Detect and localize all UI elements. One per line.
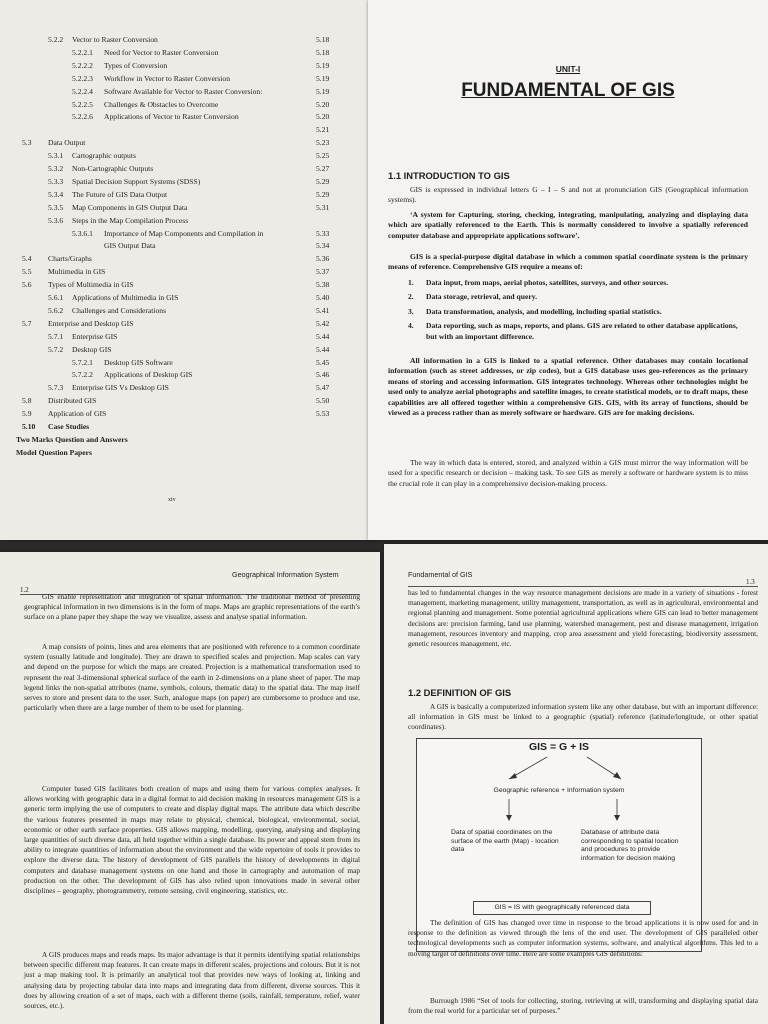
toc-entry-number: 5.3.6 (48, 215, 64, 225)
toc-entry-page: 5.44 (316, 331, 330, 341)
toc-entry-title: Spatial Decision Support Systems (SDSS) (72, 176, 201, 186)
toc-entry-title: Challenges & Obstacles to Overcome (104, 99, 219, 109)
toc-entry-number: 5.9 (22, 409, 32, 419)
paragraph: All information in a GIS is linked to a spatial reference. Other databases may contain locational information (such as street addresses, or zip codes), but a GIS database uses geo-references as the primary means of storing and accessing information. GIS integrates technology. Whereas other technologies might be used only to analyze aerial photographs and satellite images, to create statistical models, or to draft maps, these capabilities are all offered together within a comprehensive GIS. GIS, with its array of functions, should be viewed as a process rather than as merely software or hardware. GIS are for making decisions. (388, 356, 748, 418)
toc-entry-title: Charts/Graphs (48, 254, 92, 264)
running-head: Geographical Information System (232, 570, 339, 579)
toc-entry (0, 202, 360, 214)
toc-entry-title: Distributed GIS (48, 396, 97, 406)
toc-entry-page: 5.41 (316, 305, 330, 315)
paragraph-quote: Burrough 1986 “Set of tools for collecting, storing, retrieving at will, transforming and displaying spatial data from the real world for a particular set of purposes.” (408, 996, 758, 1016)
page-number: 1.3 (746, 578, 755, 586)
toc-entry-number: 5.2.2.2 (72, 60, 93, 70)
toc-entry-page: 5.23 (316, 138, 330, 148)
toc-entry-page: 5.37 (316, 267, 330, 277)
paragraph-quote: ‘A system for Capturing, storing, checking, integrating, manipulating, analyzing and displaying data which are spatially referenced to the Earth. This is normally considered to involve a spatially referenced computer database and appropriate applications software’. (388, 210, 748, 240)
toc-entry-number: 5.3.3 (48, 176, 64, 186)
diagram-bottom-label: GIS = IS with geographically referenced data (494, 904, 630, 911)
toc-entry (0, 421, 360, 433)
list-item (408, 292, 746, 302)
page-1-2 (0, 552, 380, 1024)
toc-entry-page: 5.20 (316, 112, 330, 122)
paragraph: The definition of GIS has changed over time in response to the broad applications it is now used for and in response to the definition as viewed through the lens of the end user. The development of GIS paralleled other technological developments such as computer information systems, software, and analytical algorithms. This led to a moving target of definitions over time. Here are some examples GIS definitions: (408, 918, 758, 958)
toc-entry-number: 5.7.2.1 (72, 357, 93, 367)
toc-entry-number: 5.2.2.1 (72, 47, 93, 57)
toc-entry (0, 86, 360, 98)
toc-entry-number: 5.3.1 (48, 151, 64, 161)
toc-entry (0, 60, 360, 72)
toc-entry (0, 111, 360, 123)
toc-entry (0, 176, 360, 188)
toc-entry-number: 5.2.2.4 (72, 86, 93, 96)
toc-entry-page: 5.36 (316, 254, 330, 264)
list-item (408, 321, 746, 342)
toc-entry (0, 124, 360, 136)
toc-entry-title: Types of Conversion (104, 60, 168, 70)
toc-entry-title: Steps in the Map Compilation Process (72, 215, 189, 225)
toc-page (0, 0, 378, 540)
toc-entry (0, 318, 360, 330)
toc-entry (0, 266, 360, 278)
toc-entry-title: Two Marks Question and Answers (16, 434, 128, 444)
section-heading-definition: 1.2 DEFINITION OF GIS (408, 687, 512, 698)
toc-entry-title: Map Components in GIS Output Data (72, 202, 188, 212)
toc-entry-number: 5.3.2 (48, 164, 64, 173)
toc-entry (0, 189, 360, 201)
toc-entry-number: 5.7.3 (48, 383, 64, 393)
toc-entry-title: Vector to Raster Conversion (72, 35, 158, 44)
list-item (408, 307, 746, 317)
paragraph: A map consists of points, lines and area elements that are positioned with reference to a common coordinate system (usually latitude and longitude). They are drawn to specified scales and projection. Map scales can vary and depend on the purpose for which the maps are created. Projection is a mathematical transformation used to represent the real 3-dimensional spherical surface of the earth in 2-dimensions on a plane sheet of paper. The map legend links the non-spatial attributes (name, symbols, colours, thematic data) to the spatial data. The map itself serves to store and present data to the user. Such, analogue maps (on paper) are cumbersome to produce and use, particularly when there are a large number of them to be used for planning. (24, 642, 360, 713)
toc-entry-title: Model Question Papers (16, 447, 92, 457)
list-item-number: 4. (408, 321, 414, 331)
toc-entry-page: 5.18 (316, 47, 330, 57)
toc-entry-number: 5.4 (22, 254, 32, 264)
page-number: 1.2 (20, 586, 29, 594)
toc-entry-title: Applications of Desktop GIS (104, 370, 193, 380)
toc-entry-page: 5.19 (316, 60, 330, 70)
toc-entry-page: 5.31 (316, 202, 330, 212)
toc-entry (0, 240, 360, 252)
list-item-number: 3. (408, 306, 414, 316)
toc-entry (0, 99, 360, 111)
toc-entry-number: 5.5 (22, 267, 32, 277)
toc-entry-number: 5.2.2 (48, 35, 64, 44)
toc-entry-number: 5.3.6.1 (72, 228, 93, 238)
toc-entry-page: 5.18 (316, 35, 330, 44)
toc-entry-number: 5.3.5 (48, 202, 64, 212)
list-item-text: Data storage, retrieval, and query. (426, 292, 538, 302)
list-item-text: Data transformation, analysis, and modelling, including spatial statistics. (426, 306, 662, 316)
toc-entry-number: 5.6.1 (48, 293, 64, 302)
toc-entry (0, 305, 360, 317)
paragraph: GIS enable representation and integration of spatial information. The traditional method of presenting geographical information in two dimensions is in the form of maps. Maps are graphic representations of the earth’s surface on a plane paper they shape the way we visualize, assess and analyse spatial information. (24, 592, 360, 622)
toc-entry-title: Challenges and Considerations (72, 305, 167, 315)
toc-entry-title: Non-Cartographic Outputs (72, 164, 154, 173)
toc-entry-title: Workflow in Vector to Raster Conversion (104, 73, 231, 83)
running-head: Fundamental of GIS (408, 570, 473, 579)
section-heading-intro: 1.1 INTRODUCTION TO GIS (388, 170, 510, 181)
page-1-3 (384, 544, 768, 1024)
toc-entry-title: Enterprise and Desktop GIS (48, 318, 134, 328)
list-item-number: 1. (408, 278, 414, 287)
list-item (408, 278, 746, 288)
toc-entry (0, 47, 360, 59)
toc-entry-page: 5.38 (316, 280, 330, 290)
toc-entry-number: 5.7.2 (48, 344, 64, 354)
toc-entry (0, 408, 360, 420)
toc-entry-number: 5.6 (22, 280, 32, 290)
chapter-title: FUNDAMENTAL OF GIS (461, 80, 675, 101)
toc-entry-page: 5.53 (316, 409, 330, 419)
toc-entry-title: Enterprise GIS Vs Desktop GIS (72, 383, 169, 393)
toc-entry (0, 73, 360, 85)
means-list (408, 278, 746, 346)
toc-entry-number: 5.2.2.3 (72, 73, 93, 83)
toc-entry-page: 5.46 (316, 370, 330, 380)
toc-entry-page: 5.40 (316, 293, 330, 302)
toc-entry-title: Case Studies (48, 422, 90, 431)
toc-entry-number: 5.3.4 (48, 189, 64, 199)
toc-entry (0, 34, 360, 46)
toc-entry (0, 215, 360, 227)
list-item-number: 2. (408, 292, 414, 302)
toc-entry-page: 5.47 (316, 383, 330, 393)
paragraph: The way in which data is entered, stored, and analyzed within a GIS must mirror the way information will be used for a specific research or decision – making task. To see GIS as merely a software or hardware system is to miss the crucial role it can play in a comprehensive decision-making process. (388, 458, 748, 488)
toc-entry (0, 150, 360, 162)
toc-entry-page: 5.45 (316, 357, 330, 367)
paragraph: A GIS is basically a computerized information system like any other database, but with an important difference: all information in GIS must be linked to a geographic (spatial) reference (latitude/longitude, or other spatial coordinates). (408, 702, 758, 732)
toc-entry-page: 5.19 (316, 73, 330, 83)
toc-entry (0, 434, 360, 446)
paragraph: has led to fundamental changes in the way resource management decisions are made in a variety of situations - forest management, marketing management, utility management, transportation, as well as in agricultural, environmental and regional planning and management. Some potential agricultural applications where GIS can lead to better management decisions are: precision farming, land use planning, watershed management, pest and disease management, irrigation management, resources inventory and mapping, crop area assessment and yield forecasting, biodiversity assessment, genetic resources management, etc. (408, 588, 758, 649)
toc-entry-number: 5.10 (22, 422, 36, 431)
diagram-equation: GIS = G + IS (528, 741, 590, 753)
toc-entry (0, 292, 360, 304)
unit-page (368, 0, 768, 540)
toc-entry-number: 5.7 (22, 318, 32, 328)
toc-entry-page: 5.19 (316, 86, 330, 96)
toc-entry-title: Importance of Map Components and Compilation in (104, 228, 264, 238)
toc-entry-title: Desktop GIS Software (104, 357, 173, 367)
toc-entry-title: The Future of GIS Data Output (72, 189, 168, 199)
toc-entry-page: 5.29 (316, 176, 330, 186)
toc-entry (0, 447, 360, 459)
toc-entry-number: 5.2.2.5 (72, 99, 93, 109)
toc-entry (0, 395, 360, 407)
toc-entry (0, 344, 360, 356)
toc-entry (0, 137, 360, 149)
toc-entry-title: Cartographic outputs (72, 151, 136, 161)
toc-entry-title: Data Output (48, 138, 86, 148)
list-item-text: Data reporting, such as maps, reports, and plans. GIS are related to other database applications, but with an important difference. (426, 321, 738, 341)
unit-label: UNIT-I (555, 64, 581, 74)
toc-entry (0, 163, 360, 175)
paragraph: GIS is expressed in individual letters G – I – S and not at pronunciation GIS (Geographical information systems). (388, 185, 748, 205)
toc-entry-page: 5.50 (316, 396, 330, 406)
toc-entry-page: 5.34 (316, 241, 330, 251)
diagram-left-box: Data of spatial coordinates on the surface of the earth (Map) - location data (451, 829, 559, 854)
toc-entry-title: Application of GIS (48, 409, 107, 419)
toc-entry-page: 5.27 (316, 164, 330, 173)
toc-entry-page: 5.29 (316, 189, 330, 199)
paragraph: A GIS produces maps and reads maps. Its major advantage is that it permits identifying spatial relationships between specific different map features. It can create maps in different scales, projections and colours. But it is not just a map making tool. It is primarily an analytical tool that provides new ways of looking at, linking and analysing data by projecting tabular data into maps and integrating data from different, diverse sources. This it does by allowing creation of a set of maps, each with a different theme (soils, rainfall, temperature, relief, water sources, etc.). (24, 950, 360, 1011)
toc-entry-number: 5.7.2.2 (72, 370, 93, 380)
toc-entry-page: 5.21 (316, 125, 330, 135)
diagram-bottom-box (473, 901, 651, 915)
toc-entry-number: 5.8 (22, 396, 32, 406)
list-item-text: Data input, from maps, aerial photos, satellites, surveys, and other sources. (426, 278, 669, 287)
toc-entry-title: Desktop GIS (72, 344, 112, 354)
page-number-roman: xiv (168, 497, 176, 503)
toc-entry-title: Applications of Vector to Raster Conversion (104, 112, 239, 122)
toc-entry-title: GIS Output Data (104, 241, 156, 251)
diagram-middle-label: Geographic reference + Information system (493, 787, 625, 794)
toc-entry (0, 382, 360, 394)
toc-entry-number: 5.3 (22, 138, 32, 148)
toc-entry-page: 5.42 (316, 318, 330, 328)
toc-entry-title: Need for Vector to Raster Conversion (104, 47, 219, 57)
toc-entry-page: 5.33 (316, 228, 330, 238)
paragraph: Computer based GIS facilitates both creation of maps and using them for various complex analyses. It allows working with geographic data in a digital format to aid decision making in resources management GIS is a generic term implying the use of computers to create and display digital maps. The attribute data which describe the various features presented in maps may relate to physical, chemical, biological, environmental, social, economic or other earth surface properties. GIS allows mapping, modelling, querying, analysing and displaying large quantities of such diverse data, all held together within a single database. Its power and appeal stem from its ability to integrate quantities of information about the environment and the wide repertoire of tools it provides to explore the diverse data. The history of development of GIS parallels the history of developments in digital computers and database management systems on one hand and those in cartography and automation of map production on the other. The development of GIS has also relied upon innovations made in several other disciplines – geography, photogrammetry, remote sensing, civil engineering, statistics, etc. (24, 784, 360, 896)
diagram-right-box: Database of attribute data corresponding to spatial location and procedures to provide information for decision making (581, 829, 679, 862)
toc-entry (0, 357, 360, 369)
toc-entry-page: 5.25 (316, 151, 330, 161)
toc-entry-title: Applications of Multimedia in GIS (72, 293, 179, 302)
toc-entry (0, 331, 360, 343)
toc-entry (0, 369, 360, 381)
toc-entry (0, 228, 360, 240)
paragraph: GIS is a special-purpose digital database in which a common spatial coordinate system is the primary means of reference. Comprehensive GIS require a means of: (388, 252, 748, 272)
toc-entry-title: Types of Multimedia in GIS (48, 280, 134, 290)
toc-entry-title: Enterprise GIS (72, 331, 118, 341)
toc-entry-title: Software Available for Vector to Raster Conversion: (104, 86, 263, 96)
toc-entry-page: 5.20 (316, 99, 330, 109)
header-rule (408, 586, 758, 587)
toc-entry-number: 5.7.1 (48, 331, 64, 341)
toc-entry-number: 5.6.2 (48, 305, 64, 315)
toc-entry (0, 279, 360, 291)
toc-entry (0, 253, 360, 265)
toc-entry-page: 5.44 (316, 344, 330, 354)
toc-entry-title: Multimedia in GIS (48, 267, 106, 277)
toc-entry-number: 5.2.2.6 (72, 112, 93, 122)
